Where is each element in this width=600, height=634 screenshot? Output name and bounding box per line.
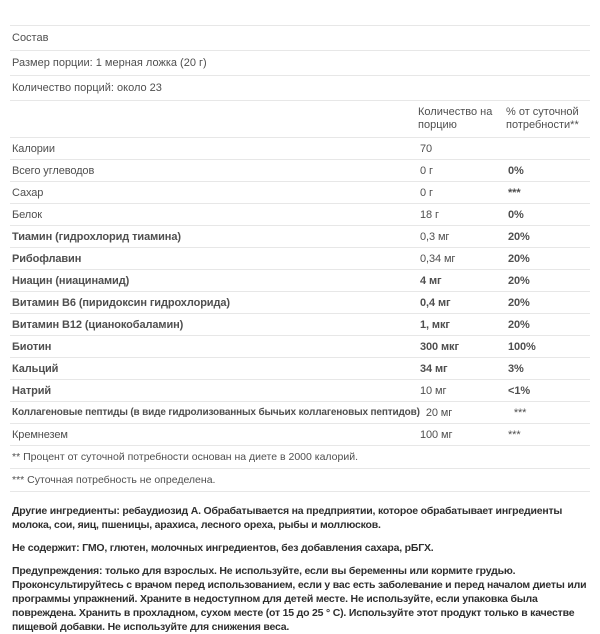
nutrient-amount: 100 мг: [420, 428, 453, 441]
nutrient-label: Рибофлавин: [12, 252, 82, 265]
nutrient-dv: <1%: [508, 384, 531, 397]
nutrient-amount: 300 мкг: [420, 340, 459, 353]
nutrient-amount: 34 мг: [420, 362, 448, 375]
table-row: [10, 181, 590, 203]
footnote-daily-value: ** Процент от суточной потребности основан на диете в 2000 калорий.: [10, 445, 590, 468]
nutrient-amount: 18 г: [420, 208, 439, 221]
nutrient-label: Биотин: [12, 340, 52, 353]
nutrient-label: Коллагеновые пептиды (в виде гидролизованных бычьих коллагеновых пептидов): [12, 407, 420, 418]
table-row: [10, 313, 590, 335]
nutrient-label: Тиамин (гидрохлорид тиамина): [12, 230, 181, 243]
nutrient-dv: 0%: [508, 208, 524, 221]
nutrient-amount: 70: [420, 142, 433, 155]
nutrient-dv: 20%: [508, 252, 530, 265]
table-row: [10, 247, 590, 269]
table-row: [10, 357, 590, 379]
nutrient-dv: 20%: [508, 230, 530, 243]
table-bottom-border: [10, 491, 590, 492]
nutrient-dv: ***: [513, 406, 527, 419]
nutrient-dv: 20%: [508, 274, 530, 287]
nutrient-label: Белок: [12, 208, 42, 221]
nutrient-label: Сахар: [12, 186, 44, 199]
nutrient-label: Витамин В12 (цианокобаламин): [12, 318, 184, 331]
nutrient-dv: 3%: [508, 362, 524, 375]
nutrient-dv: 0%: [508, 164, 524, 177]
table-row: [10, 291, 590, 313]
servings-per-container: Количество порций: около 23: [10, 75, 590, 100]
nutrient-amount: 0,34 мг: [420, 252, 456, 265]
nutrient-label: Витамин В6 (пиридоксин гидрохлорида): [12, 296, 230, 309]
table-row: [10, 423, 590, 445]
table-header: [10, 100, 590, 137]
table-row: [10, 225, 590, 247]
warnings-paragraph: Предупреждения: только для взрослых. Не используйте, если вы беременны или кормите грудью. Проконсультируйтесь с врачом перед использованием, если у вас есть заболевание и перед началом диеты или программы упражнений. Храните в недоступном для детей месте. Не используйте, если упаковка была повреждена. Хранить в прохладном, сухом месте (от 15 до 25 ° C). Используйте этот продукт только в качестве пищевой добавки. Не используйте для снижения веса.: [12, 565, 587, 633]
nutrient-amount: 4 мг: [420, 274, 442, 287]
table-row: [10, 203, 590, 225]
nutrient-dv: ***: [508, 428, 521, 441]
nutrient-amount: 0 г: [420, 186, 433, 199]
notes-section: [10, 504, 590, 634]
panel-title: Состав: [10, 25, 590, 50]
nutrient-dv: 20%: [508, 318, 530, 331]
header-amount: Количество на порцию: [418, 106, 493, 131]
table-row: [10, 335, 590, 357]
nutrient-amount: 0 г: [420, 164, 433, 177]
header-dv: % от суточной потребности**: [506, 106, 579, 131]
nutrient-label: Всего углеводов: [12, 164, 95, 177]
nutrient-label: Кальций: [12, 362, 59, 375]
table-row: [10, 137, 590, 159]
nutrient-dv: [506, 147, 590, 151]
nutrient-amount: 0,3 мг: [420, 230, 450, 243]
nutrient-dv: 20%: [508, 296, 530, 309]
nutrient-label: Натрий: [12, 384, 52, 397]
nutrient-label: Ниацин (ниацинамид): [12, 274, 130, 287]
nutrient-dv: 100%: [508, 340, 536, 353]
nutrient-amount: 20 мг: [425, 406, 453, 419]
serving-size: Размер порции: 1 мерная ложка (20 г): [10, 50, 590, 75]
footnote-not-established: *** Суточная потребность не определена.: [10, 468, 590, 491]
nutrient-dv: ***: [508, 186, 521, 199]
other-ingredients-paragraph: Другие ингредиенты: ребаудиозид А. Обрабатывается на предприятии, которое обрабатывает ингредиенты молока, сои, яиц, пшеницы, арахиса, лесного ореха, рыбы и моллюсков.: [12, 505, 563, 531]
nutrient-amount: 10 мг: [420, 384, 447, 397]
nutrient-amount: 1, мкг: [420, 318, 450, 331]
table-row: [10, 269, 590, 291]
header-spacer: [10, 106, 418, 132]
nutrient-amount: 0,4 мг: [420, 296, 451, 309]
table-row: [10, 379, 590, 401]
table-row: [10, 401, 590, 423]
nutrient-label: Калории: [12, 142, 55, 155]
nutrient-label: Кремнезем: [12, 428, 68, 441]
table-row: [10, 159, 590, 181]
contains-no-paragraph: Не содержит: ГМО, глютен, молочных ингредиентов, без добавления сахара, рБГХ.: [12, 542, 434, 554]
